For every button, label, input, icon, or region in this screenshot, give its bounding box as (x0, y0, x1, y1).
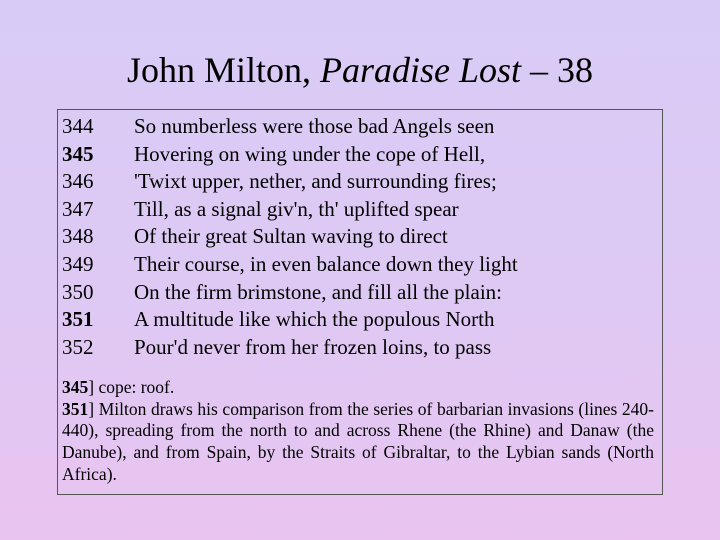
line-number: 351 (62, 307, 94, 332)
title-page: – 38 (521, 50, 594, 90)
line-text: Of their great Sultan waving to direct (134, 224, 448, 249)
line-number: 345 (62, 141, 94, 166)
poem-line (62, 279, 518, 307)
footnote-ref: 351 (62, 398, 89, 419)
line-text: Till, as a signal giv'n, th' uplifted spear (134, 196, 459, 221)
poem-line (62, 113, 518, 141)
poem-line (62, 196, 518, 224)
slide-title (0, 44, 720, 96)
line-text: On the firm brimstone, and fill all the plain: (134, 279, 503, 304)
footnote-text: ] Milton draws his comparison from the series of barbarian invasions (lines 240-440), spreading from the north to and across Rhene (the Rhine) and Danaw (the Danube), and from Spain, by the Straits of Gibraltar, to the Lybian sands (North Africa). (62, 398, 654, 484)
line-text: A multitude like which the populous North (134, 307, 495, 332)
line-number: 346 (62, 169, 94, 194)
title-author: John Milton, (126, 50, 320, 90)
title-work: Paradise Lost (320, 50, 522, 90)
line-text: Their course, in even balance down they light (134, 251, 518, 276)
poem-line (62, 168, 518, 196)
line-text: Hovering on wing under the cope of Hell, (134, 141, 486, 166)
line-text: Pour'd never from her frozen loins, to pass (134, 334, 492, 359)
line-text: So numberless were those bad Angels seen (134, 114, 495, 138)
line-number: 344 (62, 114, 94, 138)
poem-line (62, 251, 518, 279)
footnote (62, 377, 654, 399)
line-number: 350 (62, 279, 94, 304)
poem-line (62, 306, 518, 334)
footnote-text: ] cope: roof. (88, 377, 175, 397)
poem-line (62, 223, 518, 251)
footnote (62, 399, 654, 486)
footnotes (62, 377, 654, 486)
poem-line (62, 334, 518, 362)
line-number: 349 (62, 251, 94, 276)
poem-line (62, 141, 518, 169)
line-text: 'Twixt upper, nether, and surrounding fires; (134, 169, 497, 194)
line-number: 347 (62, 196, 94, 221)
footnote-ref: 345 (62, 377, 89, 397)
line-number: 348 (62, 224, 94, 249)
poem-lines (62, 113, 518, 361)
line-number: 352 (62, 334, 94, 359)
